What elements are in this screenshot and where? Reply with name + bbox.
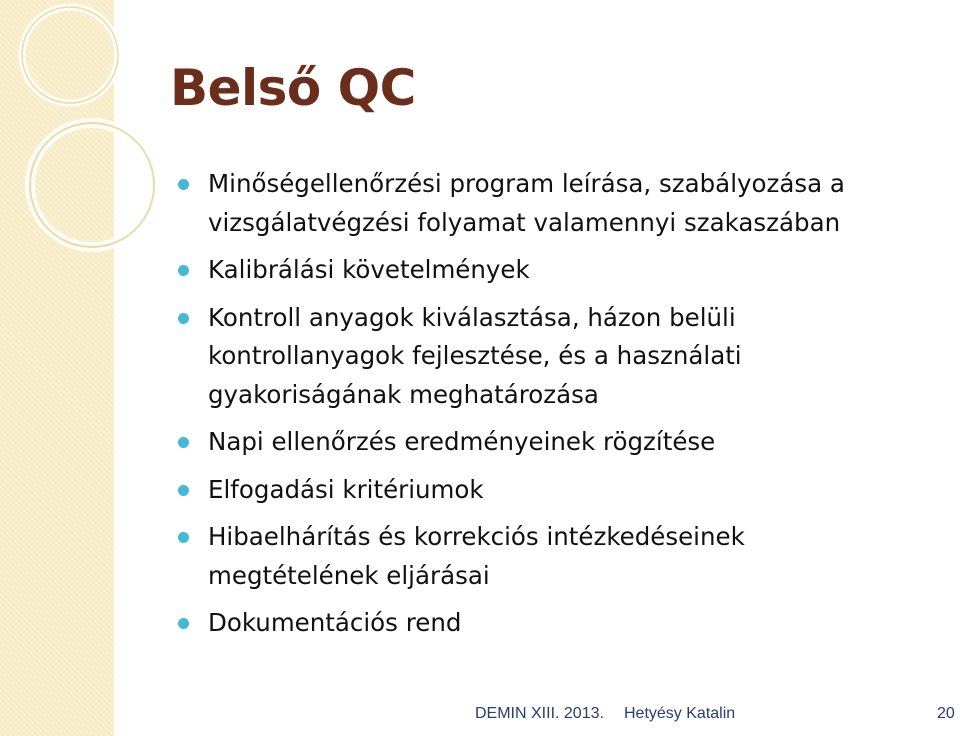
bullet-item bbox=[178, 518, 938, 595]
bullet-text-line: Kalibrálási követelmények bbox=[208, 255, 530, 284]
bullet-text-line: Napi ellenőrzés eredményeinek rögzítése bbox=[208, 427, 716, 456]
bullet-item bbox=[178, 471, 938, 510]
bullet-text-line: vizsgálatvégzési folyamat valamennyi szakaszában bbox=[208, 207, 841, 237]
bullet-text-line: Elfogadási kritériumok bbox=[208, 474, 484, 504]
bullet-item bbox=[178, 299, 938, 415]
bullet-point-icon bbox=[178, 437, 189, 448]
bullet-point-icon bbox=[178, 179, 189, 190]
bullet-point-icon bbox=[178, 532, 189, 543]
bullet-text-line: Minőségellenőrzési program leírása, szabályozása a bbox=[208, 169, 845, 198]
bullet-point-icon bbox=[178, 265, 189, 276]
bullet-point-icon bbox=[178, 485, 189, 496]
bullet-list bbox=[178, 165, 938, 652]
bullet-text-line: Kontroll anyagok kiválasztása, házon belüli bbox=[208, 302, 736, 332]
bullet-item bbox=[178, 251, 938, 290]
bullet-item bbox=[178, 165, 938, 242]
footer-event: DEMIN XIII. 2013. bbox=[475, 705, 604, 722]
decorative-circles bbox=[0, 0, 200, 260]
bullet-item bbox=[178, 423, 938, 462]
bullet-text-line: gyakoriságának meghatározása bbox=[208, 379, 599, 409]
bullet-point-icon bbox=[178, 618, 189, 629]
bullet-text-line: megtételének eljárásai bbox=[208, 560, 490, 590]
bullet-text-line: kontrollanyagok fejlesztése, és a használati bbox=[208, 341, 742, 370]
bullet-text-line: Hibaelhárítás és korrekciós intézkedéseinek bbox=[208, 522, 745, 551]
slide-title: Belső QC bbox=[170, 59, 416, 117]
slide-number: 20 bbox=[937, 705, 955, 722]
bullet-point-icon bbox=[178, 313, 189, 324]
bullet-text-line: Dokumentációs rend bbox=[208, 608, 462, 637]
footer-author: Hetyésy Katalin bbox=[624, 705, 736, 722]
bullet-item bbox=[178, 604, 938, 643]
